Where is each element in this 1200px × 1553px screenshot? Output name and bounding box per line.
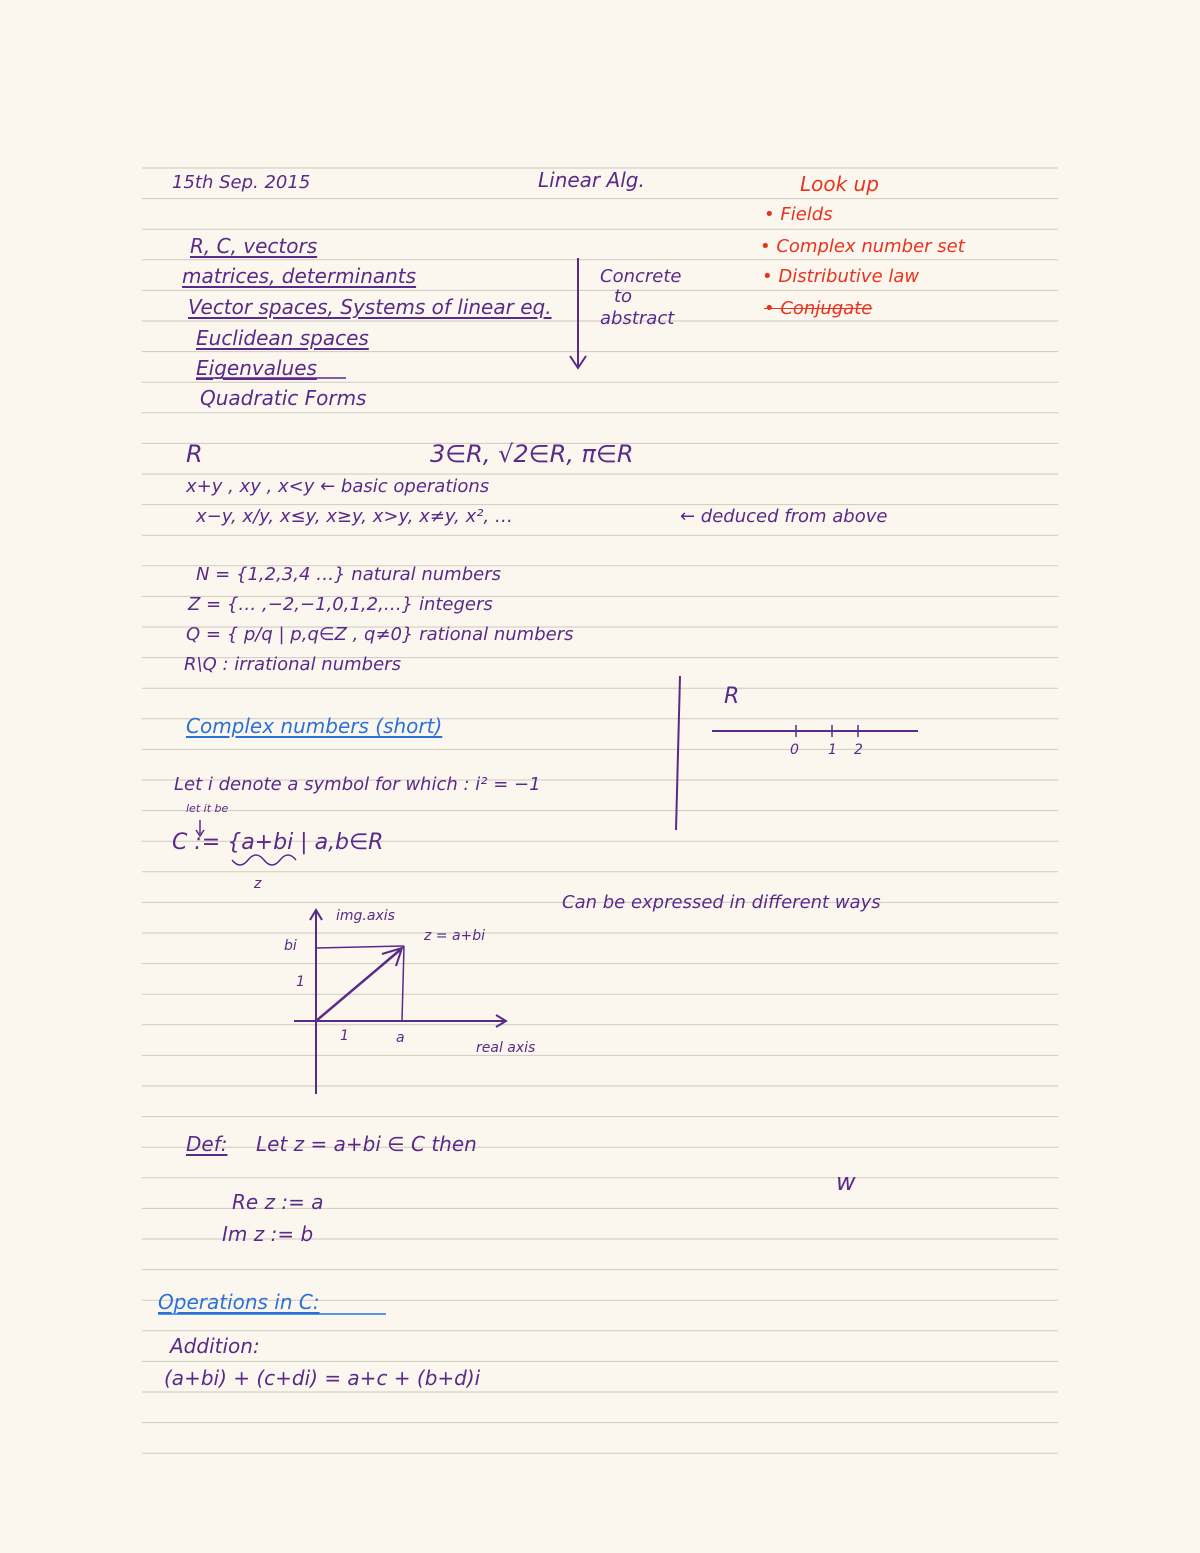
expressed-note: Can be expressed in different ways xyxy=(562,892,881,913)
a-projection xyxy=(402,946,404,1021)
number-line-tick-1: 1 xyxy=(828,742,837,758)
number-line-label: R xyxy=(724,684,740,709)
let-it-be-note: let it be xyxy=(186,802,229,815)
lookup-item-conjugate: • Conjugate xyxy=(764,298,873,319)
img-axis-label: img.axis xyxy=(336,908,395,924)
topic-reals-complex: R, C, vectors xyxy=(190,234,318,258)
lookup-item-distributive: • Distributive law xyxy=(762,266,920,287)
topic-matrices: matrices, determinants xyxy=(182,264,417,288)
one-x-label: 1 xyxy=(340,1028,349,1044)
def-text: Let z = a+bi ∈ C then xyxy=(256,1132,477,1156)
def-label: Def: xyxy=(186,1132,228,1156)
real-axis-label: real axis xyxy=(476,1040,536,1056)
addition-label: Addition: xyxy=(170,1334,260,1358)
lookup-item-label: Distributive law xyxy=(778,266,920,287)
reals-derived-note: ← deduced from above xyxy=(680,506,888,527)
arrow-note-concrete: Concrete xyxy=(600,266,682,287)
complex-heading: Complex numbers (short) xyxy=(186,714,443,738)
topic-euclidean: Euclidean spaces xyxy=(196,326,369,350)
lookup-item-label: Fields xyxy=(780,204,833,225)
number-line-tick-2: 2 xyxy=(854,742,863,758)
bi-projection xyxy=(316,946,404,948)
lookup-item-label: Complex number set xyxy=(776,236,965,257)
date-text: 15th Sep. 2015 xyxy=(172,172,311,193)
complex-i-definition: Let i denote a symbol for which : i² = −1 xyxy=(174,774,541,795)
arrow-note-to: to xyxy=(614,286,633,307)
topic-eigenvalues: Eigenvalues xyxy=(196,356,317,380)
number-line-separator xyxy=(676,676,680,830)
number-line-tick-0: 0 xyxy=(790,742,799,758)
topic-vector-spaces: Vector spaces, Systems of linear eq. xyxy=(188,295,552,319)
lookup-item-label: Conjugate xyxy=(780,298,873,319)
z-label: z xyxy=(254,876,262,892)
def-im: Im z := b xyxy=(222,1222,314,1246)
point-z-label: z = a+bi xyxy=(424,928,486,944)
complex-set-definition: C := {a+bi | a,b∈R xyxy=(172,830,384,855)
reals-derived-ops: x−y, x/y, x≤y, x≥y, x>y, x≠y, x², … xyxy=(196,506,513,527)
z-squiggle xyxy=(232,855,296,865)
lookup-item-complex-set: • Complex number set xyxy=(760,236,965,257)
one-y-label: 1 xyxy=(296,974,305,990)
set-irrationals: R\Q : irrational numbers xyxy=(184,654,401,675)
reals-basic-ops: x+y , xy , x<y ← basic operations xyxy=(186,476,490,497)
subject-title: Linear Alg. xyxy=(538,168,645,192)
set-rationals: Q = { p/q | p,q∈Z , q≠0} rational numbers xyxy=(186,624,574,645)
arrow-note-abstract: abstract xyxy=(600,308,675,329)
lookup-item-fields: • Fields xyxy=(764,204,833,225)
addition-formula: (a+bi) + (c+di) = a+c + (b+d)i xyxy=(164,1366,481,1390)
lookup-title: Look up xyxy=(800,172,879,196)
a-label: a xyxy=(396,1030,405,1046)
reals-examples: 3∈R, √2∈R, π∈R xyxy=(430,440,634,468)
topic-quadratic-forms: Quadratic Forms xyxy=(200,386,367,410)
def-re: Re z := a xyxy=(232,1190,324,1214)
set-integers: Z = {… ,−2,−1,0,1,2,…} integers xyxy=(188,594,493,615)
bi-label: bi xyxy=(284,938,297,954)
z-vector xyxy=(316,950,400,1021)
reals-symbol: R xyxy=(186,440,203,468)
scribble-mark: ᴡ xyxy=(836,1168,856,1196)
operations-heading: Operations in C: xyxy=(158,1290,320,1314)
set-natural: N = {1,2,3,4 …} natural numbers xyxy=(196,564,501,585)
